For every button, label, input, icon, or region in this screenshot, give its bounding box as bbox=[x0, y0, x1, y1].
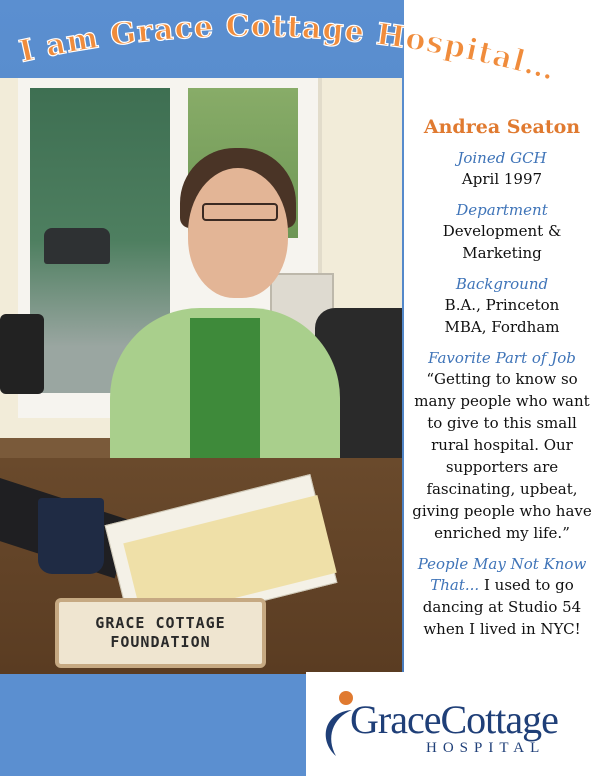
page-headline bbox=[0, 0, 600, 110]
favorite-line: “Getting to know so bbox=[426, 370, 578, 388]
photo-person-face bbox=[188, 168, 288, 298]
background-line1: B.A., Princeton bbox=[444, 296, 560, 314]
photo-mug bbox=[38, 498, 104, 574]
photo-glasses bbox=[202, 203, 278, 221]
staff-name: Andrea Seaton bbox=[423, 116, 581, 138]
background-label: Background bbox=[455, 275, 549, 293]
desk-nameplate bbox=[55, 598, 266, 668]
department-label: Department bbox=[456, 201, 548, 219]
favorite-line: many people who want bbox=[414, 392, 590, 410]
bottom-blue-band bbox=[0, 674, 306, 776]
logo-subtext: HOSPITAL bbox=[426, 740, 546, 756]
joined-label: Joined GCH bbox=[457, 149, 547, 167]
favorite-quote bbox=[404, 368, 600, 544]
nameplate-line1: GRACE COTTAGE bbox=[95, 614, 226, 632]
grace-cottage-logo bbox=[306, 672, 600, 776]
photo-phone bbox=[0, 314, 44, 394]
favorite-line: supporters are bbox=[445, 458, 559, 476]
favorite-line: fascinating, upbeat, bbox=[426, 480, 578, 498]
department-value-line2: Marketing bbox=[462, 244, 542, 262]
favorite-line: to give to this small bbox=[427, 414, 577, 432]
department-value-line1: Development & bbox=[442, 222, 562, 240]
department-section bbox=[404, 200, 600, 264]
photo-car bbox=[44, 228, 110, 264]
joined-value: April 1997 bbox=[461, 170, 543, 188]
people-may-not-know-section bbox=[404, 554, 600, 640]
headline-text: I am Grace Cottage Hospital… bbox=[16, 9, 560, 89]
background-section bbox=[404, 274, 600, 338]
pmnk-line: dancing at Studio 54 bbox=[422, 598, 582, 616]
headline-arc bbox=[0, 0, 600, 110]
pmnk-label-line2: That... bbox=[430, 576, 480, 594]
favorite-label: Favorite Part of Job bbox=[428, 349, 576, 367]
nameplate-line2: FOUNDATION bbox=[110, 633, 211, 651]
staff-photo bbox=[0, 78, 402, 674]
favorite-line: giving people who have bbox=[412, 502, 592, 520]
pmnk-line: when I lived in NYC! bbox=[423, 620, 581, 638]
joined-section bbox=[404, 148, 600, 190]
pmnk-label-line1: People May Not Know bbox=[417, 555, 587, 573]
logo-text: GraceCottage bbox=[350, 697, 558, 742]
background-line2: MBA, Fordham bbox=[444, 318, 560, 336]
pmnk-text-start: I used to go bbox=[479, 576, 574, 594]
favorite-section bbox=[404, 348, 600, 544]
favorite-line: enriched my life.” bbox=[434, 524, 570, 542]
favorite-line: rural hospital. Our bbox=[431, 436, 573, 454]
profile-column bbox=[404, 110, 600, 670]
svg-text:I am Grace Cottage Hospital… bbox=[16, 9, 560, 88]
